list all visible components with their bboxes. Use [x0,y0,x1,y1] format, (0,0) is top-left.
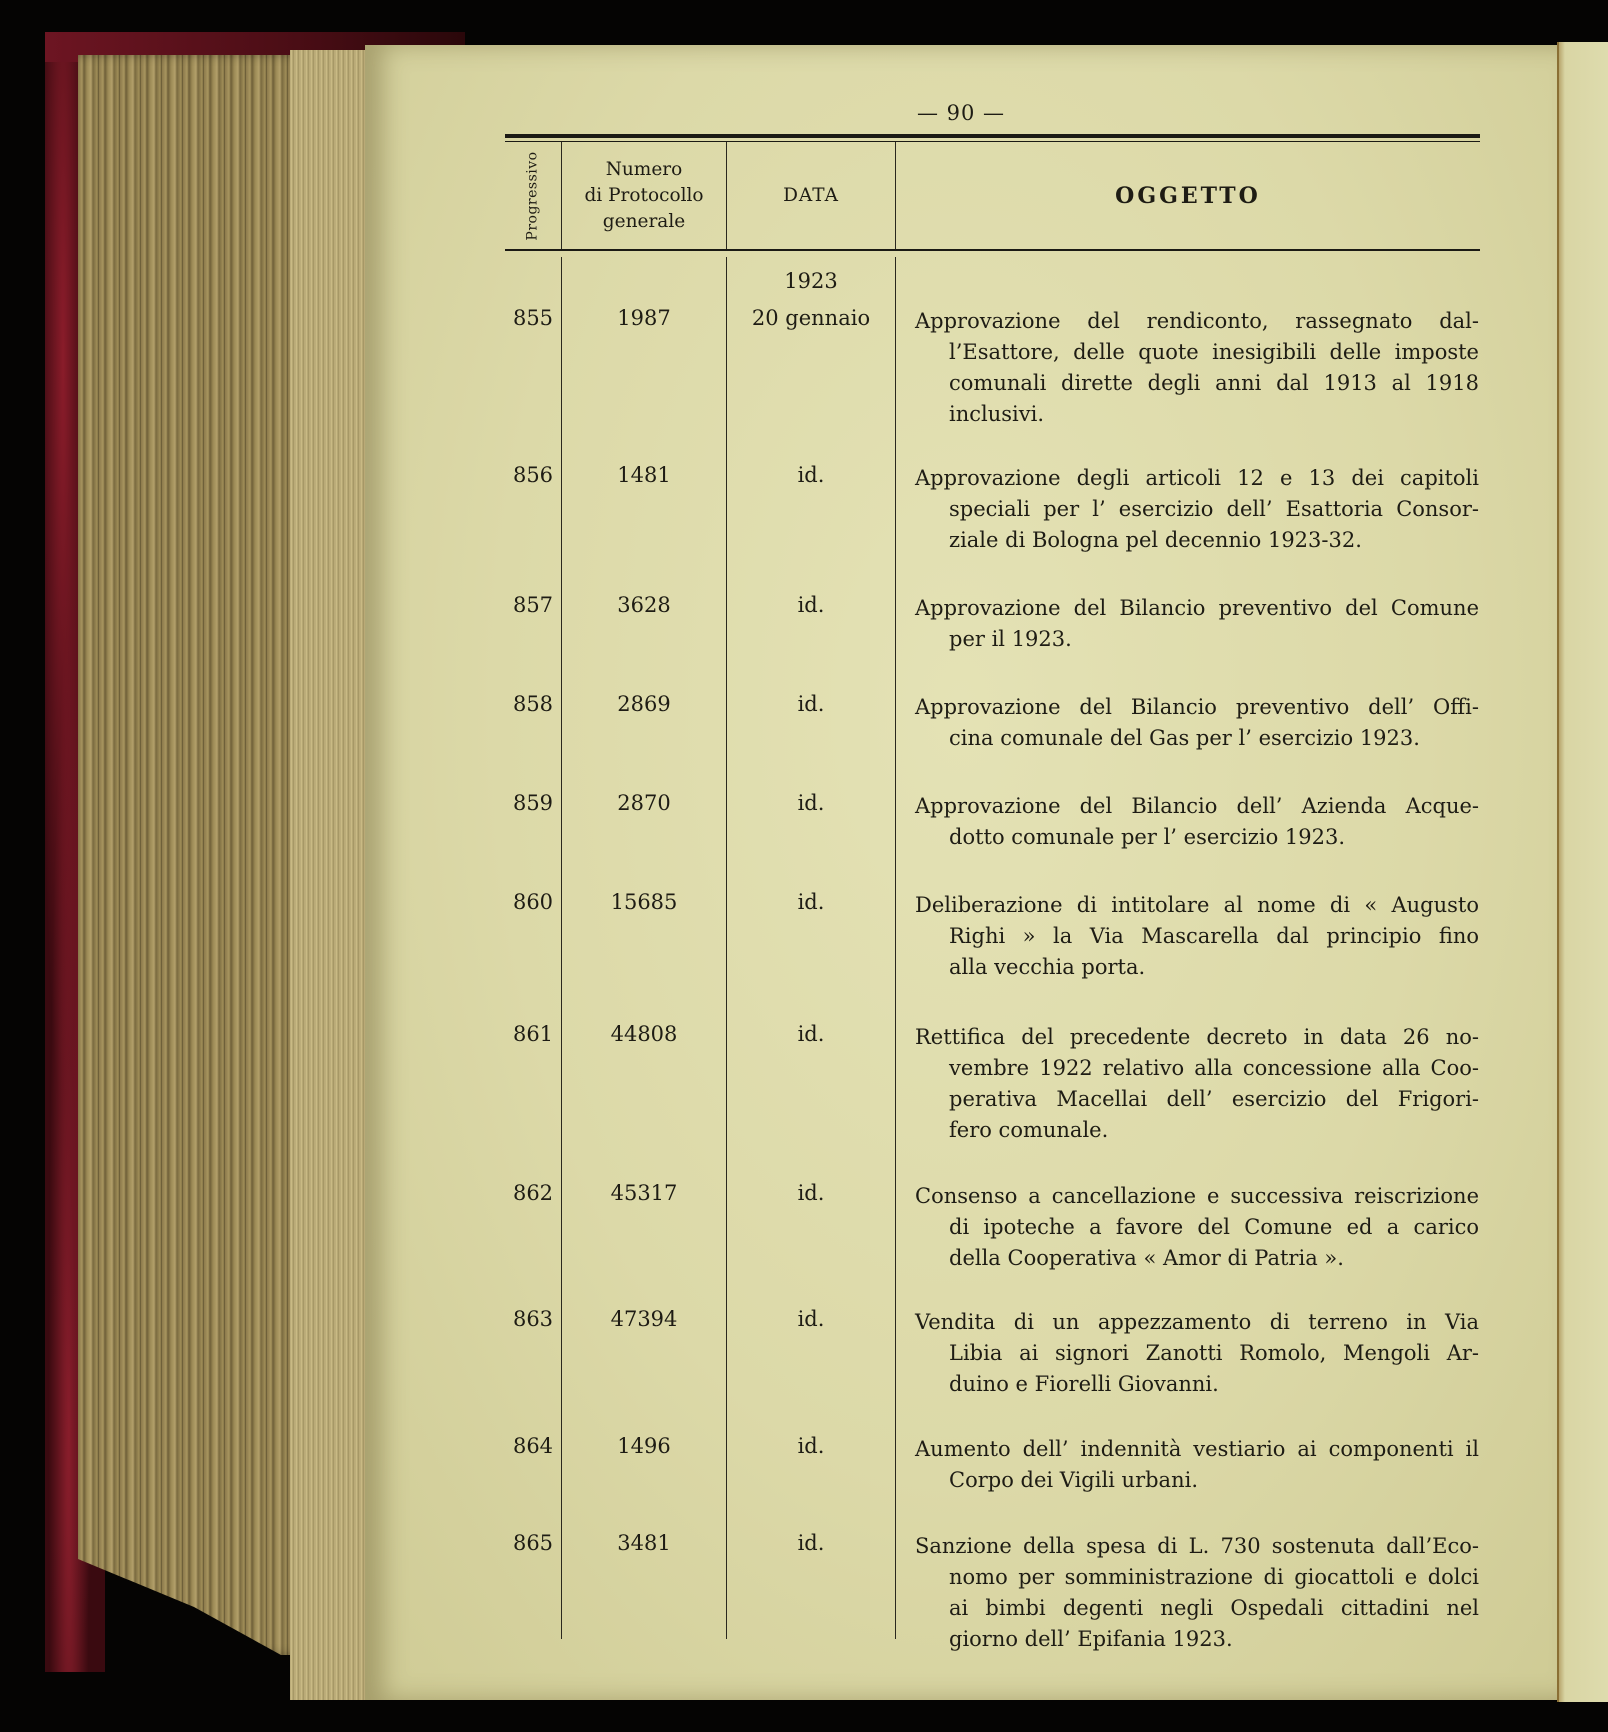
page-edges-inner [290,50,365,1700]
data-cell: id. [797,1022,825,1046]
progressivo-cell: 855 [512,306,554,330]
data-cell: id. [797,692,825,716]
data-cell: id. [797,1531,825,1555]
data-cell: id. [797,1307,825,1331]
protocollo-cell: 3628 [617,593,671,617]
progressivo-cell: 856 [512,463,554,487]
progressivo-cell: 858 [512,692,554,716]
oggetto-cell: Sanzione della spesa di L. 730 sostenuta dall’Eco- nomo per somministrazione di giocattoli e dolci ai bimbi degenti negli Ospedali cittadini nel giorno dell’ Epifania 1923. [915,1534,1479,1651]
protocollo-cell: 2870 [617,791,671,815]
progressivo-cell: 863 [512,1307,554,1331]
oggetto-cell: Consenso a cancellazione e successiva reiscrizione di ipoteche a favore del Comune ed a carico della Cooperativa « Amor di Patria ». [915,1184,1479,1270]
progressivo-cell: 865 [512,1531,554,1555]
oggetto-cell: Aumento dell’ indennità vestiario ai componenti il Corpo dei Vigili urbani. [915,1437,1479,1492]
protocollo-cell: 1481 [617,463,671,487]
data-cell: id. [797,463,825,487]
protocollo-cell: 3481 [617,1531,671,1555]
table-body [505,251,1480,1671]
protocollo-cell: 47394 [610,1307,678,1331]
progressivo-cell: 864 [512,1434,554,1458]
header-numero-protocollo: Numero di Protocollo generale [584,158,704,232]
progressivo-cell: 859 [512,791,554,815]
table-header [505,142,1480,251]
oggetto-cell: Approvazione del rendiconto, rassegnato dal- l’Esattore, delle quote inesigibili delle imposte comunali dirette degli anni dal 1913 al 1918 inclusivi. [915,309,1479,426]
protocollo-cell: 44808 [610,1022,678,1046]
table-top-rule [505,134,1480,138]
protocollo-cell: 2869 [617,692,671,716]
oggetto-cell: Approvazione del Bilancio preventivo dell’ Offi- cina comunale del Gas per l’ esercizio 1923. [915,695,1479,750]
year-label: 1923 [784,269,838,293]
oggetto-cell: Deliberazione di intitolare al nome di « Augusto Righi » la Via Mascarella dal principio fino alla vecchia porta. [915,893,1479,979]
data-cell: id. [797,791,825,815]
book-page [365,45,1557,1700]
next-page-edge [1557,42,1608,1702]
data-cell: 20 gennaio [751,306,871,330]
protocollo-cell: 45317 [610,1181,678,1205]
protocollo-cell: 15685 [610,890,678,914]
progressivo-cell: 860 [512,890,554,914]
progressivo-cell: 861 [512,1022,554,1046]
data-cell: id. [797,1181,825,1205]
oggetto-cell: Rettifica del precedente decreto in data 26 no- vembre 1922 relativo alla concessione alla Coo- perativa Macellai dell’ esercizio del Frigori- fero comunale. [915,1025,1479,1142]
header-data: DATA [783,185,839,206]
progressivo-cell: 862 [512,1181,554,1205]
data-cell: id. [797,593,825,617]
header-oggetto: OGGETTO [1115,182,1261,209]
oggetto-cell: Approvazione del Bilancio dell’ Azienda Acque- dotto comunale per l’ esercizio 1923. [915,794,1479,849]
data-cell: id. [797,1434,825,1458]
oggetto-cell: Approvazione degli articoli 12 e 13 dei capitoli speciali per l’ esercizio dell’ Esattoria Consor- ziale di Bologna pel decennio 1923-32. [915,466,1479,552]
data-cell: id. [797,890,825,914]
oggetto-cell: Vendita di un appezzamento di terreno in Via Libia ai signori Zanotti Romolo, Mengoli Ar- duino e Fiorelli Giovanni. [915,1310,1479,1396]
register-table [505,134,1480,1671]
progressivo-cell: 857 [512,593,554,617]
protocollo-cell: 1496 [617,1434,671,1458]
protocollo-cell: 1987 [617,306,671,330]
oggetto-cell: Approvazione del Bilancio preventivo del Comune per il 1923. [915,596,1479,651]
page-number: — 90 — [916,101,1006,125]
header-progressivo: Progressivo [525,150,542,241]
column-divider [895,257,896,1639]
